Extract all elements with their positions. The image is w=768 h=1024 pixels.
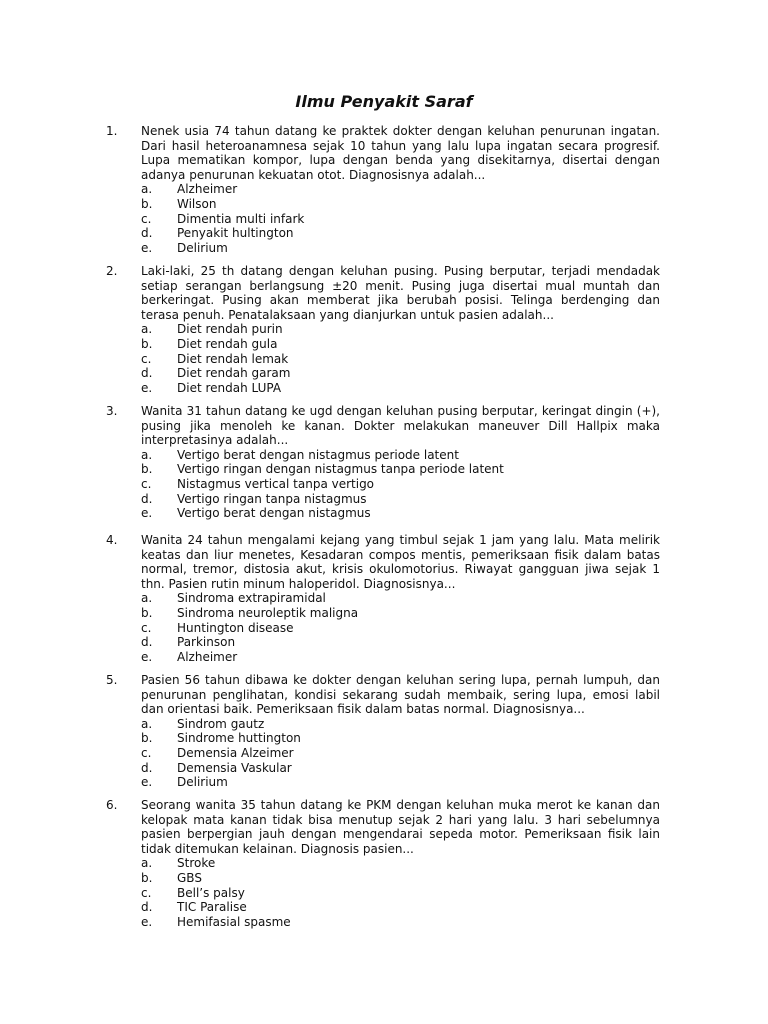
- option-text: Diet rendah gula: [177, 336, 278, 351]
- answer-option-b: [141, 197, 661, 212]
- question-number: 3.: [106, 404, 118, 418]
- option-text: Diet rendah purin: [177, 322, 283, 337]
- option-letter: d.: [141, 760, 153, 775]
- answer-option-e: [141, 506, 661, 521]
- option-text: Diet rendah lemak: [177, 351, 289, 366]
- option-text: Sindrom gautz: [177, 716, 265, 731]
- option-letter: c.: [141, 476, 152, 491]
- question-text: Laki-laki, 25 th datang dengan keluhan pusing. Pusing berputar, terjadi mendadak setiap serangan berlangsung ±20 menit. Pusing juga disertai mual muntah dan berkeringat. Pusing akan memberat jika berubah posisi. Telinga berdenging dan terasa penuh. Penatalaksaan yang dianjurkan untuk pasien adalah...: [141, 264, 660, 322]
- option-letter: c.: [141, 885, 152, 900]
- option-letter: b.: [141, 870, 153, 885]
- option-letter: e.: [141, 240, 153, 255]
- option-letter: b.: [141, 336, 153, 351]
- answer-option-d: [141, 226, 661, 241]
- answer-option-b: [141, 337, 661, 352]
- answer-option-a: [141, 591, 661, 606]
- answer-option-c: [141, 352, 661, 367]
- answer-option-b: [141, 731, 661, 746]
- question-number: 2.: [106, 264, 118, 278]
- option-letter: b.: [141, 731, 153, 746]
- option-letter: a.: [141, 856, 153, 871]
- option-text: Delirium: [177, 775, 228, 790]
- document-title: Ilmu Penyakit Saraf: [295, 92, 473, 111]
- question-text: Wanita 31 tahun datang ke ugd dengan keluhan pusing berputar, keringat dingin (+), pusing jika menoleh ke kanan. Dokter melakukan maneuver Dill Hallpix maka interpretasinya adalah...: [141, 404, 660, 448]
- answer-options: [141, 182, 661, 255]
- option-text: Sindroma neuroleptik maligna: [177, 605, 359, 620]
- option-text: Penyakit hultington: [177, 226, 294, 241]
- question-text: Pasien 56 tahun dibawa ke dokter dengan keluhan sering lupa, pernah lumpuh, dan penurunan penglihatan, kondisi sekarang sudah membaik, sering lupa, emosi labil dan orientasi baik. Pemeriksaan fisik dalam batas normal. Diagnosisnya...: [141, 673, 660, 717]
- answer-option-a: [141, 322, 661, 337]
- question-number: 5.: [106, 673, 118, 687]
- option-text: Delirium: [177, 240, 228, 255]
- option-letter: e.: [141, 649, 153, 664]
- option-text: GBS: [177, 870, 202, 885]
- option-letter: e.: [141, 914, 153, 929]
- answer-options: [141, 591, 661, 664]
- option-text: Demensia Vaskular: [177, 760, 292, 775]
- answer-option-d: [141, 492, 661, 507]
- option-text: Hemifasial spasme: [177, 914, 291, 929]
- option-letter: b.: [141, 196, 153, 211]
- answer-option-a: [141, 182, 661, 197]
- answer-option-a: [141, 717, 661, 732]
- answer-option-c: [141, 621, 661, 636]
- option-text: Dimentia multi infark: [177, 211, 305, 226]
- option-letter: d.: [141, 366, 153, 381]
- answer-option-e: [141, 915, 661, 930]
- option-letter: e.: [141, 380, 153, 395]
- question-text: Seorang wanita 35 tahun datang ke PKM dengan keluhan muka merot ke kanan dan kelopak mata kanan tidak bisa menutup sejak 2 hari yang lalu. 3 hari sebelumnya pasien berpergian jauh dengan mengendarai sepeda motor. Pemeriksaan fisik lain tidak ditemukan kelainan. Diagnosis pasien...: [141, 798, 660, 856]
- option-letter: a.: [141, 591, 153, 606]
- answer-option-b: [141, 462, 661, 477]
- answer-option-c: [141, 477, 661, 492]
- option-letter: e.: [141, 775, 153, 790]
- answer-option-a: [141, 448, 661, 463]
- question-text: Nenek usia 74 tahun datang ke praktek dokter dengan keluhan penurunan ingatan. Dari hasil heteroanamnesa sejak 10 tahun yang lalu lupa ingatan secara progresif. Lupa mematikan kompor, lupa dengan benda yang disekitarnya, disertai dengan adanya penurunan kekuatan otot. Diagnosisnya adalah...: [141, 124, 660, 182]
- question-number: 1.: [106, 124, 118, 138]
- answer-option-d: [141, 366, 661, 381]
- answer-option-c: [141, 212, 661, 227]
- option-text: Vertigo ringan dengan nistagmus tanpa periode latent: [177, 462, 504, 477]
- answer-option-d: [141, 900, 661, 915]
- option-text: Alzheimer: [177, 182, 238, 197]
- option-letter: e.: [141, 506, 153, 521]
- option-letter: c.: [141, 745, 152, 760]
- option-letter: b.: [141, 605, 153, 620]
- option-text: Huntington disease: [177, 620, 294, 635]
- answer-option-b: [141, 606, 661, 621]
- question-number: 6.: [106, 798, 118, 812]
- answer-option-e: [141, 381, 661, 396]
- answer-option-b: [141, 871, 661, 886]
- option-letter: a.: [141, 716, 153, 731]
- answer-options: [141, 856, 661, 929]
- option-text: Alzheimer: [177, 649, 238, 664]
- option-text: Diet rendah LUPA: [177, 380, 282, 395]
- option-letter: c.: [141, 211, 152, 226]
- option-text: Parkinson: [177, 635, 236, 650]
- answer-option-c: [141, 746, 661, 761]
- answer-option-d: [141, 761, 661, 776]
- option-text: Diet rendah garam: [177, 366, 291, 381]
- option-letter: d.: [141, 635, 153, 650]
- answer-options: [141, 717, 661, 790]
- option-text: Sindroma extrapiramidal: [177, 591, 326, 606]
- option-letter: a.: [141, 322, 153, 337]
- answer-option-e: [141, 650, 661, 665]
- answer-option-d: [141, 635, 661, 650]
- option-text: Wilson: [177, 196, 217, 211]
- option-letter: c.: [141, 351, 152, 366]
- answer-option-a: [141, 856, 661, 871]
- option-letter: a.: [141, 182, 153, 197]
- option-text: TIC Paralise: [177, 900, 247, 915]
- answer-options: [141, 448, 661, 521]
- question-number: 4.: [106, 533, 118, 547]
- option-letter: a.: [141, 447, 153, 462]
- option-text: Stroke: [177, 856, 216, 871]
- answer-options: [141, 322, 661, 395]
- option-letter: d.: [141, 491, 153, 506]
- option-text: Sindrome huttington: [177, 731, 301, 746]
- option-text: Bell’s palsy: [177, 885, 245, 900]
- answer-option-e: [141, 775, 661, 790]
- option-letter: d.: [141, 226, 153, 241]
- option-letter: d.: [141, 900, 153, 915]
- question-text: Wanita 24 tahun mengalami kejang yang timbul sejak 1 jam yang lalu. Mata melirik keatas dan liur menetes, Kesadaran compos mentis, pemeriksaan fisik dalam batas normal, tremor, distosia akut, krisis okulomotorius. Riwayat gangguan jiwa sejak 1 thn. Pasien rutin minum haloperidol. Diagnosisnya...: [141, 533, 660, 591]
- answer-option-c: [141, 886, 661, 901]
- option-text: Vertigo berat dengan nistagmus: [177, 506, 371, 521]
- option-letter: b.: [141, 462, 153, 477]
- option-letter: c.: [141, 620, 152, 635]
- option-text: Nistagmus vertical tanpa vertigo: [177, 476, 375, 491]
- option-text: Vertigo ringan tanpa nistagmus: [177, 491, 367, 506]
- option-text: Vertigo berat dengan nistagmus periode latent: [177, 447, 459, 462]
- answer-option-e: [141, 241, 661, 256]
- option-text: Demensia Alzeimer: [177, 745, 294, 760]
